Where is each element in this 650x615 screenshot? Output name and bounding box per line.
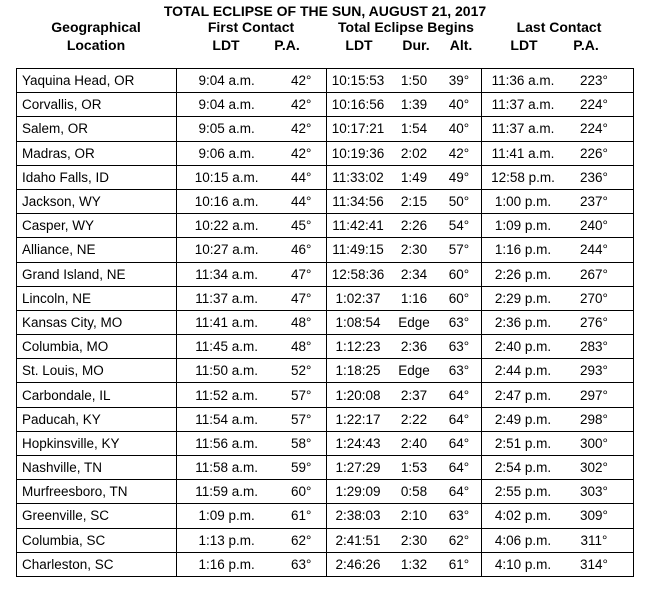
eclipse-begins-cell <box>327 214 482 238</box>
last-contact-pa: 237° <box>580 194 608 210</box>
last-contact-cell <box>482 480 634 504</box>
first-contact-cell <box>177 93 327 117</box>
eclipse-altitude: 61° <box>448 556 470 572</box>
last-contact-pa: 224° <box>580 97 608 113</box>
header-eclipse-dur: Dur. <box>402 37 430 53</box>
table-row <box>17 189 634 213</box>
last-contact-cell <box>482 528 634 552</box>
first-contact-cell <box>177 552 327 576</box>
first-contact-cell <box>177 528 327 552</box>
eclipse-begins-cell <box>327 504 482 528</box>
location-cell: Carbondale, IL <box>17 383 177 407</box>
header-location-line1: Geographical <box>51 19 141 35</box>
last-contact-pa: 297° <box>580 387 608 403</box>
eclipse-begins-cell <box>327 189 482 213</box>
eclipse-ldt: 10:16:56 <box>331 97 385 113</box>
table-row <box>17 359 634 383</box>
eclipse-ldt: 10:19:36 <box>331 145 385 161</box>
first-contact-ldt: 11:59 a.m. <box>195 484 259 500</box>
eclipse-altitude: 63° <box>448 363 470 379</box>
eclipse-begins-cell <box>327 456 482 480</box>
first-contact-ldt: 11:52 a.m. <box>195 387 259 403</box>
last-contact-cell <box>482 552 634 576</box>
eclipse-duration: 2:22 <box>400 411 428 427</box>
location-cell: Salem, OR <box>17 117 177 141</box>
last-contact-pa: 276° <box>580 314 608 330</box>
eclipse-ldt: 2:46:26 <box>335 556 381 572</box>
eclipse-ldt: 12:58:36 <box>331 266 385 282</box>
first-contact-ldt: 11:41 a.m. <box>195 314 259 330</box>
table-row <box>17 383 634 407</box>
location-cell: Lincoln, NE <box>17 286 177 310</box>
eclipse-begins-cell <box>327 141 482 165</box>
first-contact-cell <box>177 262 327 286</box>
location-cell: Murfreesboro, TN <box>17 480 177 504</box>
last-contact-pa: 226° <box>580 145 608 161</box>
last-contact-pa: 283° <box>580 339 608 355</box>
eclipse-ldt: 2:41:51 <box>335 532 381 548</box>
table-row <box>17 310 634 334</box>
last-contact-ldt: 2:26 p.m. <box>494 266 552 282</box>
first-contact-ldt: 11:54 a.m. <box>195 411 259 427</box>
last-contact-cell <box>482 407 634 431</box>
eclipse-duration: 2:30 <box>400 242 428 258</box>
first-contact-pa: 57° <box>290 387 312 403</box>
last-contact-ldt: 2:47 p.m. <box>494 387 552 403</box>
first-contact-ldt: 1:09 p.m. <box>198 508 255 524</box>
header-first-ldt: LDT <box>212 37 240 53</box>
eclipse-begins-cell <box>327 335 482 359</box>
location-cell: Grand Island, NE <box>17 262 177 286</box>
first-contact-pa: 47° <box>290 290 312 306</box>
eclipse-duration: 1:50 <box>400 73 428 89</box>
eclipse-ldt: 2:38:03 <box>335 508 381 524</box>
first-contact-cell <box>177 117 327 141</box>
last-contact-pa: 302° <box>580 460 608 476</box>
table-row <box>17 214 634 238</box>
first-contact-pa: 44° <box>290 194 312 210</box>
table-row <box>17 262 634 286</box>
last-contact-cell <box>482 286 634 310</box>
header-last-pa: P.A. <box>573 37 599 53</box>
last-contact-pa: 303° <box>580 484 608 500</box>
eclipse-ldt: 1:18:25 <box>335 363 381 379</box>
eclipse-duration: 2:02 <box>400 145 428 161</box>
last-contact-pa: 300° <box>580 435 608 451</box>
first-contact-pa: 45° <box>290 218 312 234</box>
first-contact-ldt: 11:45 a.m. <box>195 339 259 355</box>
first-contact-pa: 61° <box>290 508 312 524</box>
last-contact-ldt: 2:55 p.m. <box>494 484 552 500</box>
location-cell: St. Louis, MO <box>17 359 177 383</box>
first-contact-cell <box>177 407 327 431</box>
first-contact-ldt: 9:04 a.m. <box>198 97 255 113</box>
eclipse-ldt: 1:24:43 <box>335 435 381 451</box>
first-contact-ldt: 9:04 a.m. <box>198 73 255 89</box>
last-contact-pa: 224° <box>580 121 608 137</box>
eclipse-begins-cell <box>327 238 482 262</box>
eclipse-duration: 0:58 <box>400 484 428 500</box>
document-title: TOTAL ECLIPSE OF THE SUN, AUGUST 21, 2017 <box>163 3 487 19</box>
first-contact-ldt: 1:16 p.m. <box>198 556 255 572</box>
header-eclipse-alt: Alt. <box>449 37 473 53</box>
table-row <box>17 238 634 262</box>
eclipse-altitude: 64° <box>448 460 470 476</box>
first-contact-ldt: 9:06 a.m. <box>198 145 255 161</box>
eclipse-altitude: 63° <box>448 314 470 330</box>
table-row <box>17 286 634 310</box>
eclipse-ldt: 11:49:15 <box>332 242 384 258</box>
last-contact-cell <box>482 335 634 359</box>
eclipse-altitude: 64° <box>448 435 470 451</box>
eclipse-ldt: 11:42:41 <box>332 218 384 234</box>
table-row <box>17 480 634 504</box>
last-contact-pa: 293° <box>580 363 608 379</box>
eclipse-duration: 1:54 <box>400 121 428 137</box>
location-cell: Corvallis, OR <box>17 93 177 117</box>
first-contact-pa: 47° <box>290 266 312 282</box>
last-contact-cell <box>482 141 634 165</box>
location-cell: Casper, WY <box>17 214 177 238</box>
last-contact-ldt: 4:02 p.m. <box>494 508 552 524</box>
eclipse-altitude: 39° <box>448 73 470 89</box>
eclipse-ldt: 1:22:17 <box>335 411 381 427</box>
eclipse-begins-cell <box>327 407 482 431</box>
header-eclipse-ldt: LDT <box>345 37 373 53</box>
first-contact-ldt: 1:13 p.m. <box>198 532 255 548</box>
first-contact-pa: 62° <box>290 532 312 548</box>
table-row <box>17 141 634 165</box>
eclipse-duration: 2:26 <box>400 218 428 234</box>
header-first-contact: First Contact <box>207 19 295 35</box>
last-contact-cell <box>482 504 634 528</box>
last-contact-pa: 267° <box>580 266 608 282</box>
eclipse-duration: 2:10 <box>400 508 428 524</box>
first-contact-cell <box>177 431 327 455</box>
eclipse-duration: 2:34 <box>400 266 428 282</box>
first-contact-ldt: 11:37 a.m. <box>195 290 259 306</box>
last-contact-pa: 236° <box>580 169 608 185</box>
table-row <box>17 552 634 576</box>
last-contact-cell <box>482 117 634 141</box>
first-contact-cell <box>177 504 327 528</box>
first-contact-cell <box>177 286 327 310</box>
table-row <box>17 335 634 359</box>
eclipse-begins-cell <box>327 117 482 141</box>
table-row <box>17 528 634 552</box>
eclipse-altitude: 60° <box>448 266 470 282</box>
last-contact-ldt: 1:00 p.m. <box>494 194 552 210</box>
location-cell: Nashville, TN <box>17 456 177 480</box>
last-contact-cell <box>482 383 634 407</box>
first-contact-ldt: 11:34 a.m. <box>195 266 259 282</box>
location-cell: Paducah, KY <box>17 407 177 431</box>
eclipse-table <box>16 68 634 577</box>
eclipse-duration: Edge <box>398 314 430 330</box>
first-contact-ldt: 10:15 a.m. <box>194 169 259 185</box>
last-contact-cell <box>482 214 634 238</box>
last-contact-ldt: 2:29 p.m. <box>494 290 552 306</box>
eclipse-begins-cell <box>327 165 482 189</box>
eclipse-ldt: 1:02:37 <box>335 290 381 306</box>
header-eclipse-begins: Total Eclipse Begins <box>338 19 474 35</box>
eclipse-duration: 2:40 <box>400 435 428 451</box>
last-contact-cell <box>482 310 634 334</box>
first-contact-cell <box>177 335 327 359</box>
eclipse-altitude: 54° <box>448 218 470 234</box>
first-contact-ldt: 10:27 a.m. <box>194 242 259 258</box>
last-contact-ldt: 2:51 p.m. <box>494 435 552 451</box>
eclipse-ldt: 11:33:02 <box>332 169 384 185</box>
eclipse-ldt: 1:29:09 <box>335 484 381 500</box>
first-contact-pa: 48° <box>290 314 312 330</box>
eclipse-begins-cell <box>327 552 482 576</box>
last-contact-ldt: 1:16 p.m. <box>494 242 552 258</box>
first-contact-pa: 48° <box>290 339 312 355</box>
first-contact-pa: 59° <box>290 460 312 476</box>
first-contact-cell <box>177 165 327 189</box>
eclipse-begins-cell <box>327 286 482 310</box>
first-contact-cell <box>177 189 327 213</box>
eclipse-duration: 1:53 <box>400 460 428 476</box>
first-contact-ldt: 10:16 a.m. <box>194 194 259 210</box>
last-contact-cell <box>482 456 634 480</box>
last-contact-pa: 223° <box>580 73 608 89</box>
eclipse-ldt: 11:34:56 <box>332 194 384 210</box>
first-contact-cell <box>177 310 327 334</box>
first-contact-cell <box>177 238 327 262</box>
last-contact-ldt: 4:10 p.m. <box>494 556 552 572</box>
eclipse-altitude: 63° <box>448 339 470 355</box>
last-contact-pa: 240° <box>580 218 608 234</box>
eclipse-begins-cell <box>327 480 482 504</box>
eclipse-altitude: 63° <box>448 508 470 524</box>
eclipse-altitude: 64° <box>448 411 470 427</box>
table-row <box>17 504 634 528</box>
table-row <box>17 117 634 141</box>
table-row <box>17 165 634 189</box>
first-contact-pa: 46° <box>290 242 312 258</box>
eclipse-duration: 1:49 <box>400 169 428 185</box>
eclipse-ldt: 10:17:21 <box>331 121 385 137</box>
eclipse-begins-cell <box>327 359 482 383</box>
header-location-line2: Location <box>66 37 126 53</box>
first-contact-ldt: 11:56 a.m. <box>195 435 259 451</box>
table-row <box>17 431 634 455</box>
first-contact-cell <box>177 69 327 93</box>
last-contact-ldt: 11:36 a.m. <box>491 73 555 89</box>
eclipse-begins-cell <box>327 310 482 334</box>
first-contact-pa: 42° <box>290 97 312 113</box>
eclipse-ldt: 1:08:54 <box>335 314 381 330</box>
location-cell: Madras, OR <box>17 141 177 165</box>
last-contact-cell <box>482 238 634 262</box>
last-contact-pa: 311° <box>580 532 608 548</box>
last-contact-pa: 298° <box>580 411 608 427</box>
first-contact-cell <box>177 456 327 480</box>
eclipse-duration: 2:15 <box>400 194 428 210</box>
last-contact-ldt: 2:36 p.m. <box>494 314 552 330</box>
eclipse-duration: 1:32 <box>400 556 428 572</box>
first-contact-pa: 42° <box>290 73 312 89</box>
first-contact-ldt: 10:22 a.m. <box>194 218 259 234</box>
eclipse-duration: 2:37 <box>400 387 428 403</box>
last-contact-cell <box>482 165 634 189</box>
last-contact-ldt: 4:06 p.m. <box>494 532 552 548</box>
location-cell: Greenville, SC <box>17 504 177 528</box>
eclipse-duration: 2:30 <box>400 532 428 548</box>
eclipse-altitude: 50° <box>448 194 470 210</box>
last-contact-pa: 309° <box>580 508 608 524</box>
eclipse-ldt: 1:12:23 <box>335 339 381 355</box>
eclipse-duration: 1:16 <box>400 290 428 306</box>
eclipse-altitude: 64° <box>448 484 470 500</box>
first-contact-ldt: 11:50 a.m. <box>195 363 259 379</box>
first-contact-pa: 42° <box>290 145 312 161</box>
eclipse-altitude: 57° <box>448 242 470 258</box>
location-cell: Jackson, WY <box>17 189 177 213</box>
last-contact-ldt: 11:41 a.m. <box>491 145 555 161</box>
last-contact-pa: 270° <box>580 290 608 306</box>
eclipse-begins-cell <box>327 431 482 455</box>
location-cell: Kansas City, MO <box>17 310 177 334</box>
location-cell: Charleston, SC <box>17 552 177 576</box>
eclipse-altitude: 62° <box>448 532 470 548</box>
last-contact-cell <box>482 93 634 117</box>
location-cell: Columbia, SC <box>17 528 177 552</box>
last-contact-cell <box>482 431 634 455</box>
location-cell: Columbia, MO <box>17 335 177 359</box>
eclipse-ldt: 1:27:29 <box>335 460 381 476</box>
first-contact-pa: 57° <box>290 411 312 427</box>
first-contact-cell <box>177 141 327 165</box>
first-contact-pa: 60° <box>290 484 312 500</box>
last-contact-cell <box>482 69 634 93</box>
last-contact-pa: 244° <box>580 242 608 258</box>
last-contact-ldt: 12:58 p.m. <box>491 169 555 185</box>
first-contact-cell <box>177 214 327 238</box>
first-contact-cell <box>177 359 327 383</box>
eclipse-duration: Edge <box>398 363 430 379</box>
location-cell: Idaho Falls, ID <box>17 165 177 189</box>
header-last-contact: Last Contact <box>516 19 602 35</box>
last-contact-ldt: 2:40 p.m. <box>494 339 552 355</box>
eclipse-begins-cell <box>327 93 482 117</box>
first-contact-pa: 44° <box>290 169 312 185</box>
last-contact-pa: 314° <box>580 556 608 572</box>
last-contact-ldt: 1:09 p.m. <box>494 218 552 234</box>
first-contact-cell <box>177 383 327 407</box>
first-contact-ldt: 9:05 a.m. <box>198 121 255 137</box>
table-row <box>17 456 634 480</box>
header-last-ldt: LDT <box>510 37 538 53</box>
eclipse-table-body <box>17 69 634 577</box>
eclipse-altitude: 42° <box>448 145 470 161</box>
first-contact-pa: 58° <box>290 435 312 451</box>
last-contact-ldt: 2:44 p.m. <box>494 363 552 379</box>
eclipse-begins-cell <box>327 528 482 552</box>
last-contact-ldt: 2:54 p.m. <box>494 460 552 476</box>
first-contact-pa: 63° <box>290 556 312 572</box>
eclipse-altitude: 64° <box>448 387 470 403</box>
last-contact-ldt: 11:37 a.m. <box>491 97 555 113</box>
eclipse-altitude: 49° <box>448 169 470 185</box>
eclipse-altitude: 60° <box>448 290 470 306</box>
eclipse-ldt: 10:15:53 <box>331 73 385 89</box>
last-contact-cell <box>482 262 634 286</box>
eclipse-begins-cell <box>327 69 482 93</box>
eclipse-altitude: 40° <box>448 97 470 113</box>
location-cell: Yaquina Head, OR <box>17 69 177 93</box>
first-contact-ldt: 11:58 a.m. <box>195 460 259 476</box>
table-row <box>17 93 634 117</box>
first-contact-pa: 42° <box>290 121 312 137</box>
eclipse-altitude: 40° <box>448 121 470 137</box>
first-contact-pa: 52° <box>290 363 312 379</box>
table-row <box>17 407 634 431</box>
location-cell: Hopkinsville, KY <box>17 431 177 455</box>
last-contact-cell <box>482 189 634 213</box>
eclipse-ldt: 1:20:08 <box>335 387 381 403</box>
last-contact-ldt: 2:49 p.m. <box>494 411 552 427</box>
eclipse-begins-cell <box>327 383 482 407</box>
location-cell: Alliance, NE <box>17 238 177 262</box>
eclipse-duration: 2:36 <box>400 339 428 355</box>
eclipse-duration: 1:39 <box>400 97 428 113</box>
header-first-pa: P.A. <box>274 37 300 53</box>
table-row <box>17 69 634 93</box>
last-contact-ldt: 11:37 a.m. <box>491 121 555 137</box>
last-contact-cell <box>482 359 634 383</box>
eclipse-begins-cell <box>327 262 482 286</box>
first-contact-cell <box>177 480 327 504</box>
